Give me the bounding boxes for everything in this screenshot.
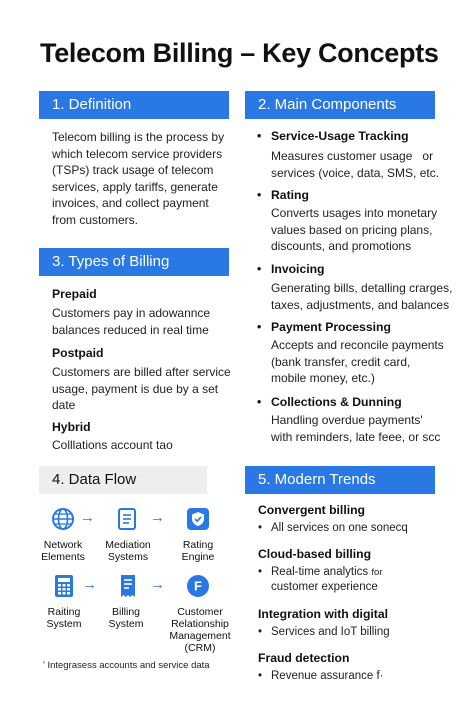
node-caption-rating-engine [165, 539, 231, 563]
node-caption-crm [160, 606, 240, 654]
component-desc-collections [271, 412, 440, 445]
document-icon [116, 507, 140, 531]
component-line: taxes, adjustments, and balances [271, 297, 450, 312]
caption-line: (CRM) [184, 642, 216, 654]
component-line: with reminders, late feee, or scc [271, 429, 441, 444]
caption-line: Raiting [47, 606, 81, 618]
component-title-collections: • Collections & Dunning [271, 395, 402, 409]
component-title-rating: • Rating [271, 188, 309, 202]
definition-line: Telecom billing is the process by [52, 130, 225, 144]
component-line: Converts usages into monetary [271, 206, 438, 220]
component-line: Measures customer usage or [271, 149, 434, 163]
type-desc-prepaid [52, 305, 210, 338]
node-caption-mediation [95, 539, 161, 563]
trend-title-cloud: Cloud-based billing [258, 547, 372, 561]
crm-icon [186, 574, 210, 598]
caption-line: System [46, 618, 82, 630]
node-caption-raiting [31, 606, 97, 630]
type-line: Colllations account tao [52, 438, 173, 452]
arrow-right-icon: → [150, 509, 165, 526]
arrow-right-icon: → [82, 576, 97, 593]
arrow-right-icon: → [150, 576, 165, 593]
caption-line: Engine [181, 551, 215, 563]
component-desc-invoicing [271, 280, 452, 313]
component-desc-rating [271, 205, 437, 255]
caption-line: Billing [111, 606, 140, 618]
component-line: services (voice, data, SMS, etc. [271, 165, 440, 180]
component-line: Generating bills, detalling crarges, [271, 281, 453, 295]
dataflow-header: 4. Data Flow [39, 466, 207, 494]
caption-line: Network [43, 539, 83, 551]
trend-sub-integration: • Services and IoT billing [271, 625, 390, 640]
definition-line: which telecom service providers [52, 146, 223, 161]
components-header: 2. Main Components [245, 91, 435, 119]
trend-title-convergent: Convergent billing [258, 503, 365, 517]
component-title-payment: • Payment Processing [271, 320, 391, 334]
type-title-hybrid: Hybrid [52, 420, 91, 434]
trends-header: 5. Modern Trends [245, 466, 435, 494]
component-line: discounts, and promotions [271, 239, 412, 253]
trend-title-integration: Integration with digital [258, 607, 388, 621]
caption-line: Customer [177, 606, 223, 618]
definition-line: services, apply tariffs, generate [52, 179, 218, 194]
trend-sub-convergent: • All services on one sonecq [271, 521, 408, 536]
component-title-invoicing: • Invoicing [271, 262, 325, 276]
type-line: balances reduced in real time [52, 322, 209, 337]
caption-line: Systems [107, 551, 149, 563]
definition-line: from customers. [52, 212, 139, 227]
caption-line: Management [169, 630, 231, 642]
definition-line: invoices, and collect payment [52, 196, 209, 210]
page-title: Telecom Billing – Key Concepts [40, 38, 439, 68]
trend-sub-part: Real-time analytics [271, 566, 369, 578]
invoice-icon [116, 574, 140, 598]
component-desc-usage [271, 148, 439, 181]
caption-line: Relationship [171, 618, 229, 630]
shield-icon [186, 507, 210, 531]
trend-title-fraud: Fraud detection [258, 651, 350, 665]
trend-sub-cloud [271, 565, 382, 580]
types-header: 3. Types of Billing [39, 248, 229, 276]
crm-icon-letter: F [194, 578, 202, 594]
type-line: date [52, 398, 76, 412]
definition-line: (TSPs) track usage of telecom [52, 163, 214, 177]
component-line: Handling overdue payments' [271, 413, 423, 427]
caption-line: Elements [41, 551, 85, 563]
calculator-icon [52, 574, 76, 598]
component-line: mobile money, etc.) [271, 371, 375, 385]
definition-header: 1. Definition [39, 91, 229, 119]
definition-text [52, 129, 232, 228]
arrow-right-icon: → [80, 509, 95, 526]
component-title-usage: • Service-Usage Tracking [271, 129, 409, 143]
type-line: usage, payment is due by a set [52, 381, 219, 396]
trend-sub-cloud-cont: customer experience [271, 581, 378, 593]
component-line: values based on pricing plans, [271, 222, 433, 237]
type-title-prepaid: Prepaid [52, 287, 97, 301]
type-desc-hybrid [52, 437, 173, 454]
caption-line: Rating [182, 539, 214, 551]
type-line: Customers pay in adowannce [52, 306, 211, 320]
trend-sub-fraud: • Revenue assurance f· [271, 669, 384, 684]
type-line: Customers are billed after service [52, 365, 231, 379]
type-desc-postpaid [52, 364, 231, 414]
component-desc-payment [271, 337, 444, 387]
dataflow-footnote: ' Integrasess accounts and service data [43, 660, 210, 671]
component-line: (bank transfer, credit card, [271, 354, 411, 369]
type-title-postpaid: Postpaid [52, 346, 104, 360]
node-caption-billing [93, 606, 159, 630]
node-caption-network [30, 539, 96, 563]
component-line: Accepts and reconcile payments [271, 338, 444, 352]
caption-line: Mediation [105, 539, 151, 551]
caption-line: System [108, 618, 144, 630]
trend-sub-part: for [371, 567, 383, 578]
globe-icon [51, 507, 75, 531]
